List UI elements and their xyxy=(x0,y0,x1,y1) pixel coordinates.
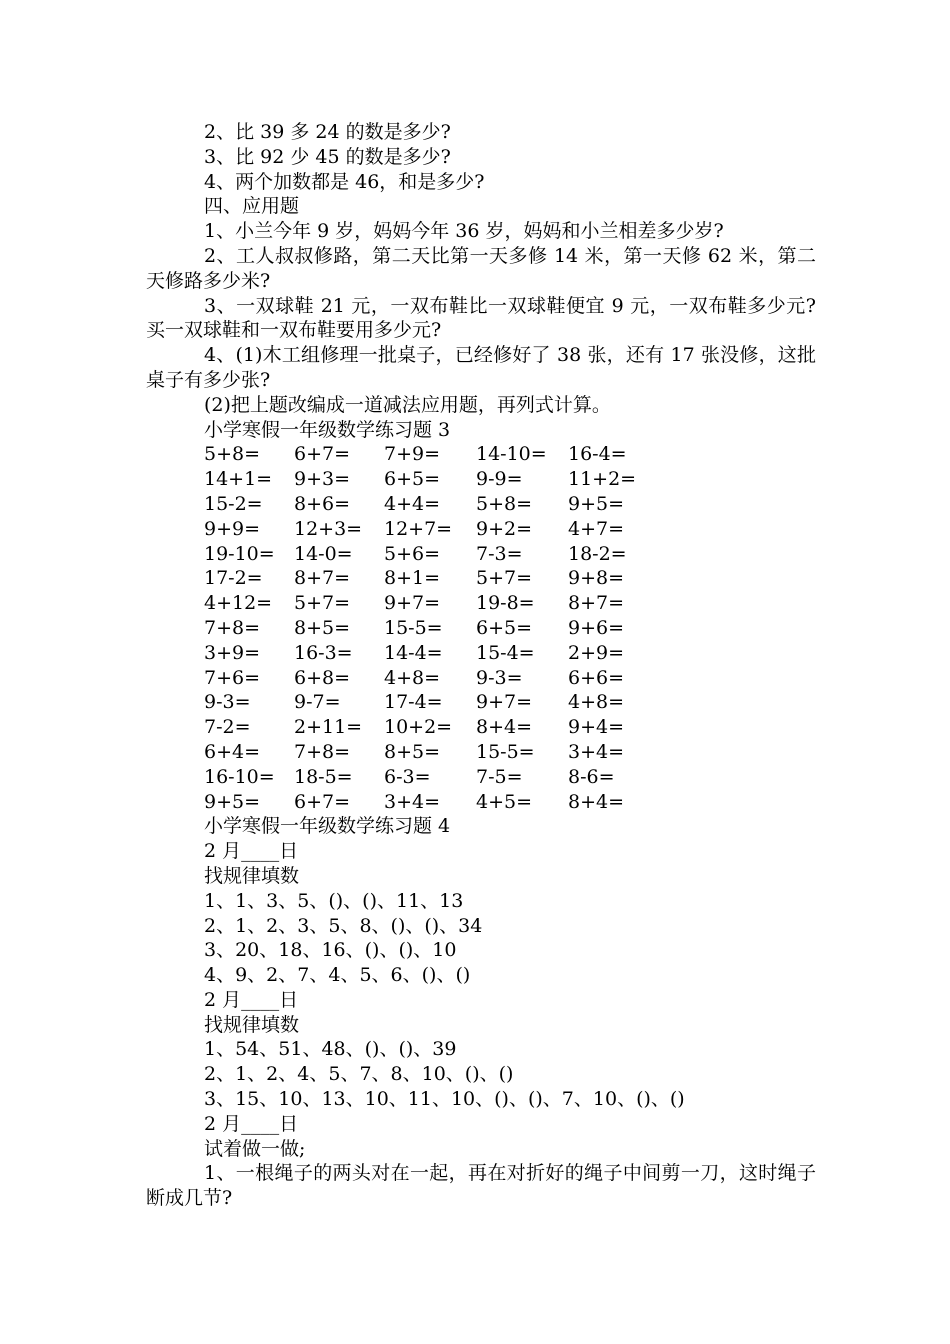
app-question-4-part-2: (2)把上题改编成一道减法应用题，再列式计算。 xyxy=(204,393,611,416)
date-line: 2 月____日 xyxy=(204,840,299,863)
arithmetic-row xyxy=(146,715,816,740)
arithmetic-item: 6+5= xyxy=(476,616,533,639)
arithmetic-item: 18-2= xyxy=(568,542,627,565)
arithmetic-item: 5+6= xyxy=(384,542,441,565)
arithmetic-row xyxy=(146,790,816,815)
arithmetic-row xyxy=(146,616,816,641)
arithmetic-item: 3+4= xyxy=(568,740,625,763)
arithmetic-item: 6-3= xyxy=(384,765,431,788)
arithmetic-item: 9+5= xyxy=(204,790,261,813)
arithmetic-row xyxy=(146,740,816,765)
app-question-3: 3、一双球鞋 21 元，一双布鞋比一双球鞋便宜 9 元，一双布鞋多少元?买一双球鞋和一双布鞋要用多少元? xyxy=(146,294,816,342)
arithmetic-row xyxy=(146,467,816,492)
arithmetic-item: 4+12= xyxy=(204,592,273,615)
arithmetic-item: 17-2= xyxy=(204,567,263,590)
arithmetic-item: 7-3= xyxy=(476,542,523,565)
arithmetic-item: 8+1= xyxy=(384,567,441,590)
arithmetic-item: 3+4= xyxy=(384,790,441,813)
pattern-item: 2、1、2、3、5、8、()、()、34 xyxy=(204,914,483,937)
arithmetic-item: 9+3= xyxy=(294,468,351,491)
arithmetic-item: 16-3= xyxy=(294,641,353,664)
arithmetic-item: 8-6= xyxy=(568,765,615,788)
arithmetic-row xyxy=(146,666,816,691)
try-question-1: 1、一根绳子的两头对在一起，再在对折好的绳子中间剪一刀，这时绳子断成几节? xyxy=(146,1162,816,1210)
section-title-applications: 四、应用题 xyxy=(204,195,300,218)
arithmetic-item: 9+2= xyxy=(476,517,533,540)
arithmetic-row xyxy=(146,690,816,715)
arithmetic-item: 7-5= xyxy=(476,765,523,788)
arithmetic-item: 17-4= xyxy=(384,691,443,714)
arithmetic-item: 6+4= xyxy=(204,740,261,763)
arithmetic-item: 19-10= xyxy=(204,542,275,565)
pattern-item: 2、1、2、4、5、7、8、10、()、() xyxy=(204,1063,514,1086)
arithmetic-item: 9+7= xyxy=(476,691,533,714)
pattern-title: 找规律填数 xyxy=(204,864,300,887)
arithmetic-item: 9-3= xyxy=(204,691,251,714)
arithmetic-item: 7-2= xyxy=(204,716,251,739)
arithmetic-item: 5+8= xyxy=(204,443,261,466)
arithmetic-item: 9-9= xyxy=(476,468,523,491)
arithmetic-item: 8+7= xyxy=(568,592,625,615)
arithmetic-item: 9+6= xyxy=(568,616,625,639)
arithmetic-item: 19-8= xyxy=(476,592,535,615)
arithmetic-item: 5+7= xyxy=(294,592,351,615)
question-4: 4、两个加数都是 46，和是多少? xyxy=(204,170,485,193)
arithmetic-item: 4+5= xyxy=(476,790,533,813)
arithmetic-grid xyxy=(146,442,816,814)
arithmetic-row xyxy=(146,542,816,567)
arithmetic-item: 12+7= xyxy=(384,517,453,540)
arithmetic-item: 5+7= xyxy=(476,567,533,590)
arithmetic-item: 16-10= xyxy=(204,765,275,788)
arithmetic-row xyxy=(146,765,816,790)
arithmetic-item: 4+4= xyxy=(384,492,441,515)
arithmetic-item: 9+5= xyxy=(568,492,625,515)
arithmetic-row xyxy=(146,492,816,517)
arithmetic-item: 4+8= xyxy=(568,691,625,714)
document-content xyxy=(146,120,816,1211)
arithmetic-item: 9+4= xyxy=(568,716,625,739)
arithmetic-item: 9-3= xyxy=(476,666,523,689)
arithmetic-item: 14+1= xyxy=(204,468,273,491)
question-2: 2、比 39 多 24 的数是多少? xyxy=(204,121,451,143)
arithmetic-item: 2+9= xyxy=(568,641,625,664)
arithmetic-item: 8+4= xyxy=(476,716,533,739)
exercise-4-title: 小学寒假一年级数学练习题 4 xyxy=(204,815,451,838)
date-line: 2 月____日 xyxy=(204,988,299,1011)
arithmetic-item: 6+5= xyxy=(384,468,441,491)
try-title: 试着做一做; xyxy=(204,1137,306,1160)
arithmetic-item: 15-5= xyxy=(476,740,535,763)
pattern-item: 1、1、3、5、()、()、11、13 xyxy=(204,889,464,912)
arithmetic-item: 9+9= xyxy=(204,517,261,540)
arithmetic-item: 7+6= xyxy=(204,666,261,689)
arithmetic-row xyxy=(146,591,816,616)
arithmetic-item: 6+7= xyxy=(294,790,351,813)
arithmetic-item: 7+9= xyxy=(384,443,441,466)
app-question-2: 2、工人叔叔修路，第二天比第一天多修 14 米，第一天修 62 米，第二天修路多少米? xyxy=(146,244,816,292)
arithmetic-item: 18-5= xyxy=(294,765,353,788)
arithmetic-item: 8+4= xyxy=(568,790,625,813)
arithmetic-item: 5+8= xyxy=(476,492,533,515)
arithmetic-item: 6+8= xyxy=(294,666,351,689)
arithmetic-item: 9-7= xyxy=(294,691,341,714)
arithmetic-row xyxy=(146,442,816,467)
arithmetic-item: 7+8= xyxy=(204,616,261,639)
arithmetic-item: 15-2= xyxy=(204,492,263,515)
app-question-4: 4、(1)木工组修理一批桌子，已经修好了 38 张，还有 17 张没修，这批桌子有多少张? xyxy=(146,344,816,391)
arithmetic-item: 4+8= xyxy=(384,666,441,689)
pattern-item: 1、54、51、48、()、()、39 xyxy=(204,1038,457,1061)
app-question-1: 1、小兰今年 9 岁，妈妈今年 36 岁，妈妈和小兰相差多少岁? xyxy=(204,220,724,243)
arithmetic-item: 14-10= xyxy=(476,443,547,466)
arithmetic-item: 7+8= xyxy=(294,740,351,763)
arithmetic-item: 8+5= xyxy=(294,616,351,639)
arithmetic-item: 15-4= xyxy=(476,641,535,664)
arithmetic-item: 11+2= xyxy=(568,468,637,491)
arithmetic-item: 8+7= xyxy=(294,567,351,590)
pattern-item: 3、20、18、16、()、()、10 xyxy=(204,939,457,962)
arithmetic-row xyxy=(146,517,816,542)
arithmetic-item: 16-4= xyxy=(568,443,627,466)
arithmetic-item: 8+5= xyxy=(384,740,441,763)
arithmetic-item: 15-5= xyxy=(384,616,443,639)
arithmetic-item: 10+2= xyxy=(384,716,453,739)
arithmetic-item: 12+3= xyxy=(294,517,363,540)
arithmetic-item: 4+7= xyxy=(568,517,625,540)
arithmetic-item: 14-4= xyxy=(384,641,443,664)
arithmetic-item: 9+7= xyxy=(384,592,441,615)
date-line: 2 月____日 xyxy=(204,1112,299,1135)
exercise-3-title: 小学寒假一年级数学练习题 3 xyxy=(204,418,451,441)
arithmetic-row xyxy=(146,641,816,666)
question-3: 3、比 92 少 45 的数是多少? xyxy=(204,145,451,168)
pattern-title: 找规律填数 xyxy=(204,1013,300,1036)
arithmetic-row xyxy=(146,566,816,591)
arithmetic-item: 14-0= xyxy=(294,542,353,565)
pattern-item: 3、15、10、13、10、11、10、()、()、7、10、()、() xyxy=(204,1088,685,1111)
arithmetic-item: 6+6= xyxy=(568,666,625,689)
arithmetic-item: 3+9= xyxy=(204,641,261,664)
arithmetic-item: 8+6= xyxy=(294,492,351,515)
pattern-item: 4、9、2、7、4、5、6、()、() xyxy=(204,964,471,987)
arithmetic-item: 2+11= xyxy=(294,716,363,739)
arithmetic-item: 9+8= xyxy=(568,567,625,590)
arithmetic-item: 6+7= xyxy=(294,443,351,466)
